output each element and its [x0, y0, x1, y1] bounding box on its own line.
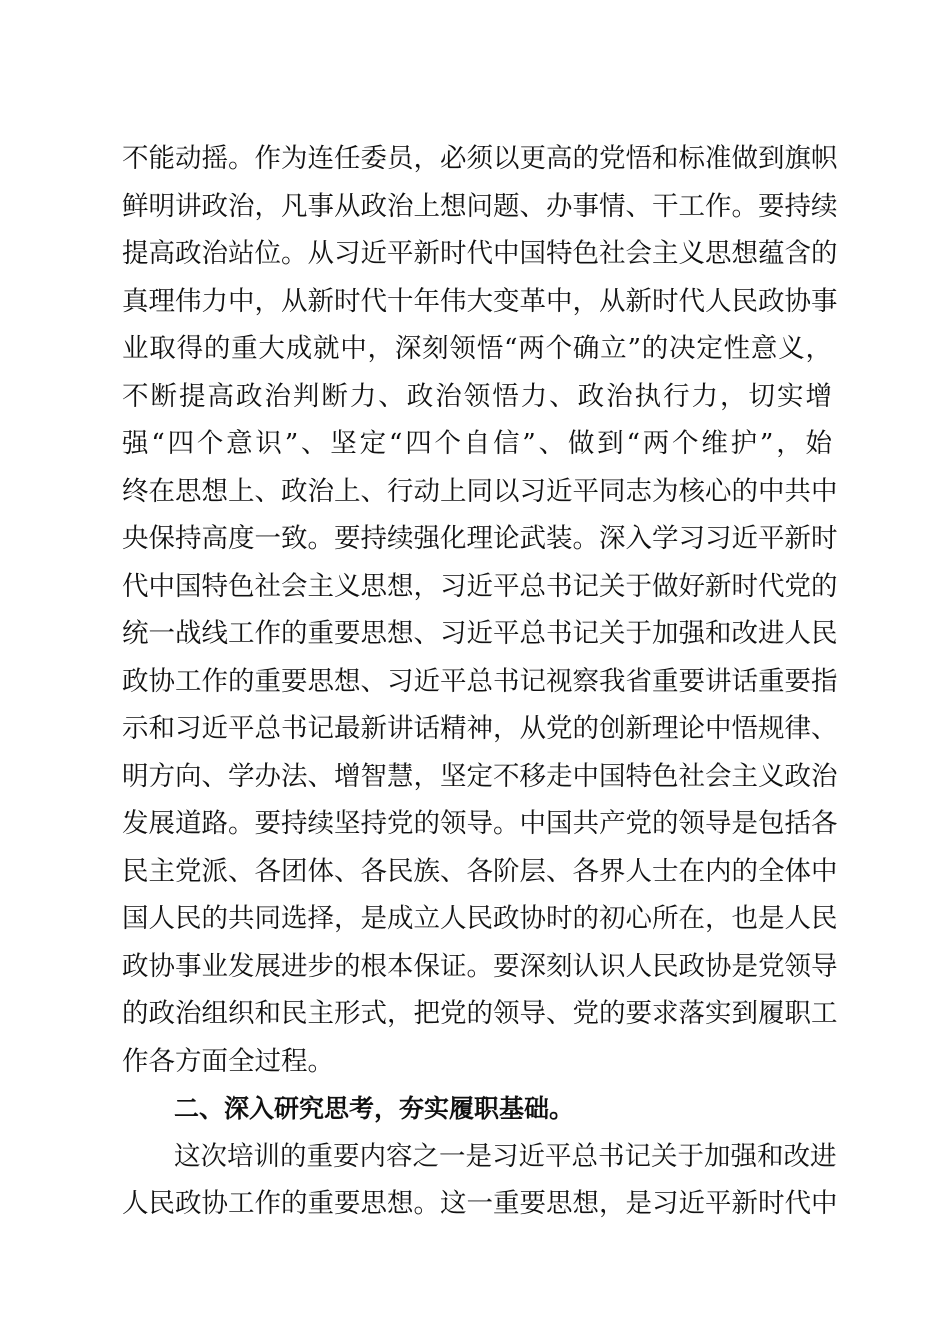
- paragraph-line: 不能动摇。作为连任委员，必须以更高的党悟和标准做到旗帜: [122, 143, 838, 174]
- paragraph-line: 不断提高政治判断力、政治领悟力、政治执行力，切实增: [122, 381, 832, 412]
- paragraph-line: 政协工作的重要思想、习近平总书记视察我省重要讲话重要指: [122, 666, 838, 697]
- paragraph-line: 的政治组织和民主形式，把党的领导、党的要求落实到履职工: [122, 998, 838, 1029]
- paragraph-line: 提高政治站位。从习近平新时代中国特色社会主义思想蕴含的: [122, 238, 838, 269]
- paragraph-line: 明方向、学办法、增智慧，坚定不移走中国特色社会主义政治: [122, 761, 838, 792]
- paragraph-line: 作各方面全过程。: [122, 1046, 334, 1077]
- paragraph-line: 终在思想上、政治上、行动上同以习近平同志为核心的中共中: [122, 476, 838, 507]
- paragraph-line: 业取得的重大成就中，深刻领悟“两个确立”的决定性意义，: [122, 333, 832, 364]
- paragraph-line: 强“四个意识”、坚定“四个自信”、做到“两个维护”，始: [122, 428, 832, 459]
- paragraph-line: 发展道路。要持续坚持党的领导。中国共产党的领导是包括各: [122, 808, 838, 839]
- paragraph-line: 央保持高度一致。要持续强化理论武装。深入学习习近平新时: [122, 523, 838, 554]
- paragraph-line: 代中国特色社会主义思想，习近平总书记关于做好新时代党的: [122, 571, 838, 602]
- paragraph-line: 这次培训的重要内容之一是习近平总书记关于加强和改进: [174, 1141, 837, 1172]
- paragraph-line: 政协事业发展进步的根本保证。要深刻认识人民政协是党领导: [122, 951, 838, 982]
- paragraph-line: 真理伟力中，从新时代十年伟大变革中，从新时代人民政协事: [122, 286, 838, 317]
- paragraph-line: 人民政协工作的重要思想。这一重要思想，是习近平新时代中: [122, 1188, 838, 1219]
- paragraph-line: 民主党派、各团体、各民族、各阶层、各界人士在内的全体中: [122, 856, 838, 887]
- paragraph-line: 示和习近平总书记最新讲话精神，从党的创新理论中悟规律、: [122, 713, 838, 744]
- section-heading: 二、深入研究思考，夯实履职基础。: [174, 1094, 575, 1123]
- paragraph-line: 国人民的共同选择，是成立人民政协时的初心所在，也是人民: [122, 903, 838, 934]
- paragraph-line: 鲜明讲政治，凡事从政治上想问题、办事情、干工作。要持续: [122, 191, 838, 222]
- paragraph-line: 统一战线工作的重要思想、习近平总书记关于加强和改进人民: [122, 618, 838, 649]
